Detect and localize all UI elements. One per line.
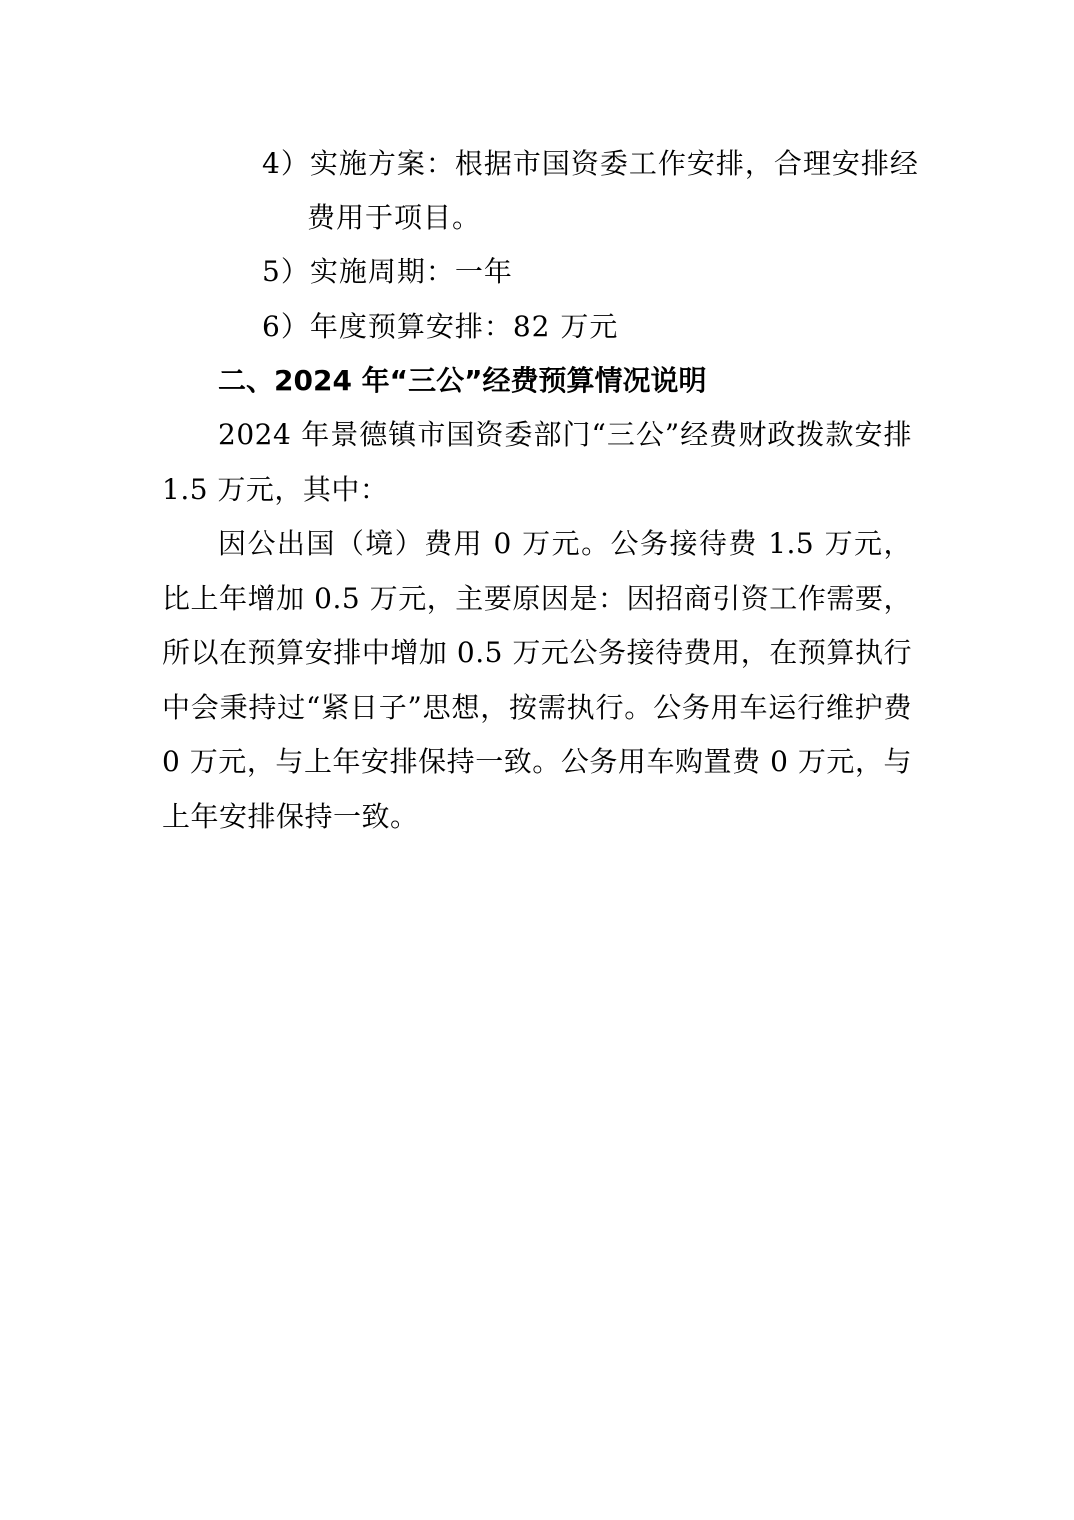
list-item-5 <box>262 254 513 290</box>
section-heading: 二、2024 年“三公”经费预算情况说明 <box>218 364 707 397</box>
list-item-number: 4） <box>262 147 310 180</box>
list-item-4-continuation <box>307 200 481 236</box>
list-item-text: 实施周期：一年 <box>309 255 513 288</box>
list-item-text: 年度预算安排：82 万元 <box>309 310 619 343</box>
paragraph-three-public-budget: 2024 年景德镇市国资委部门“三公”经费财政拨款安排 1.5 万元，其中： <box>162 418 912 506</box>
list-item-text-continuation: 费用于项目。 <box>307 201 482 234</box>
list-item-6 <box>262 309 618 345</box>
list-item-4 <box>262 146 919 182</box>
paragraph-expense-details: 因公出国（境）费用 0 万元。公务接待费 1.5 万元，比上年增加 0.5 万元，主要原因是：因招商引资工作需要，所以在预算安排中增加 0.5 万元公务接待费用，在预算执行中会秉持过“紧日子”思想，按需执行。公务用车运行维护费 0 万元，与上年安排保持一致。公务用车购置费 0 万元，与上年安排保持一致。 <box>162 527 912 833</box>
list-item-number: 6） <box>262 310 310 343</box>
list-item-number: 5） <box>262 255 310 288</box>
list-item-text: 实施方案：根据市国资委工作安排，合理安排经 <box>309 147 919 180</box>
